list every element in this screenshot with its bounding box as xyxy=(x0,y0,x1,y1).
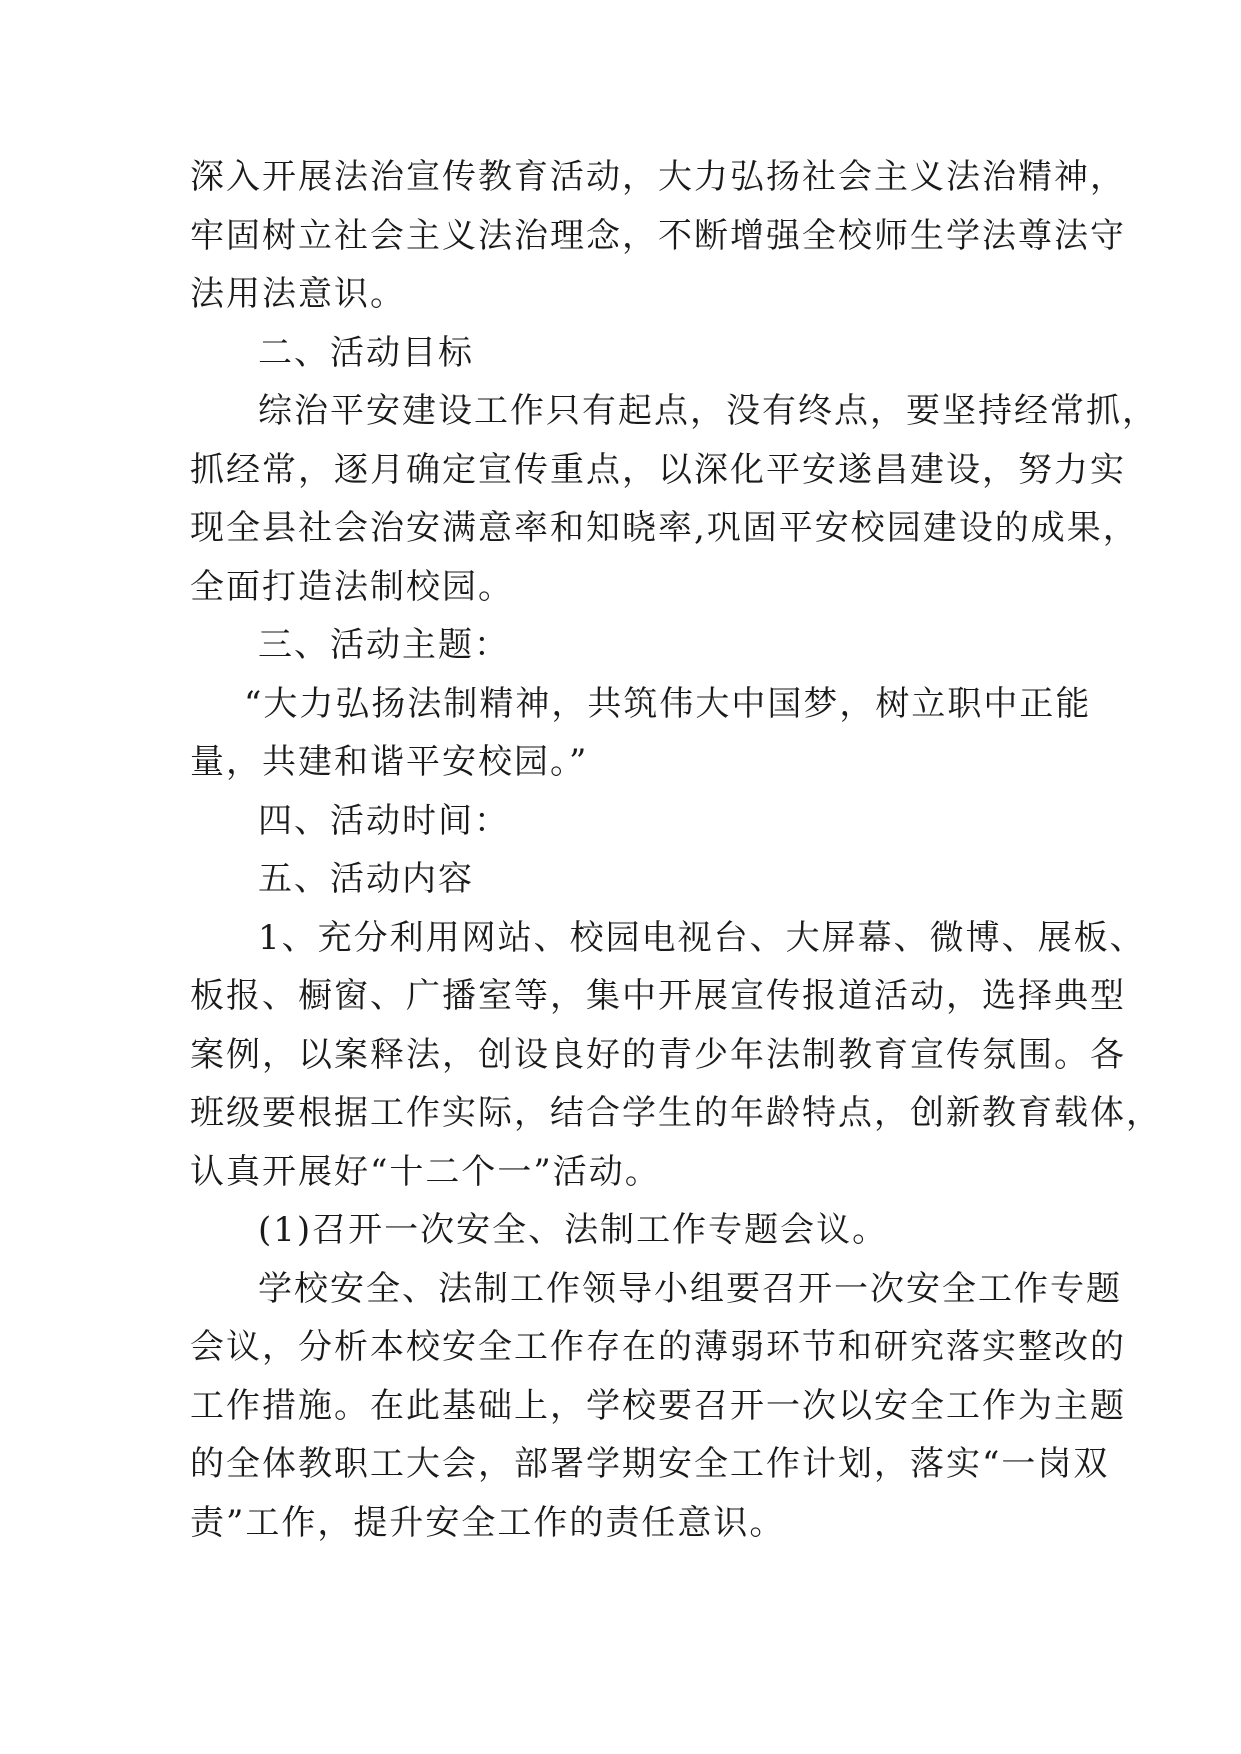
document-page xyxy=(190,148,1162,1552)
paragraph-line: 法用法意识。 xyxy=(190,274,406,314)
paragraph-line: 责”工作，提升安全工作的责任意识。 xyxy=(190,1502,786,1543)
paragraph-line: 认真开展好“十二个一”活动。 xyxy=(190,1151,661,1192)
paragraph-line: 现全县社会治安满意率和知晓率,巩固平安校园建设的成果， xyxy=(190,508,1139,548)
theme-quote-line: “大力弘扬法制精神，共筑伟大中国梦，树立职中正能 xyxy=(244,683,1092,724)
paragraph-line: 板报、橱窗、广播室等，集中开展宣传报道活动，选择典型 xyxy=(190,976,1126,1016)
paragraph-line: 的全体教职工大会，部署学期安全工作计划，落实“一岗双 xyxy=(190,1444,1110,1484)
section-heading-theme: 三、活动主题： xyxy=(258,625,510,665)
paragraph-line: 全面打造法制校园。 xyxy=(190,566,514,607)
paragraph-line: 深入开展法治宣传教育活动，大力弘扬社会主义法治精神， xyxy=(190,157,1126,197)
paragraph-line: 综治平安建设工作只有起点，没有终点，要坚持经常抓， xyxy=(258,391,1158,431)
section-heading-time: 四、活动时间： xyxy=(258,800,510,841)
paragraph-line: 会议，分析本校安全工作存在的薄弱环节和研究落实整改的 xyxy=(190,1327,1126,1367)
subsection-heading-meeting: (1)召开一次安全、法制工作专题会议。 xyxy=(258,1210,889,1250)
section-heading-goals: 二、活动目标 xyxy=(258,332,474,373)
paragraph-line: 工作措施。在此基础上，学校要召开一次以安全工作为主题 xyxy=(190,1385,1126,1426)
paragraph-line: 1、充分利用网站、校园电视台、大屏幕、微博、展板、 xyxy=(258,917,1146,958)
section-heading-content: 五、活动内容 xyxy=(258,859,474,899)
theme-quote-line: 量，共建和谐平安校园。” xyxy=(190,742,589,782)
paragraph-line: 学校安全、法制工作领导小组要召开一次安全工作专题 xyxy=(258,1268,1122,1309)
paragraph-line: 班级要根据工作实际，结合学生的年龄特点，创新教育载体， xyxy=(190,1093,1162,1133)
paragraph-line: 抓经常，逐月确定宣传重点，以深化平安遂昌建设，努力实 xyxy=(190,449,1126,490)
paragraph-line: 牢固树立社会主义法治理念，不断增强全校师生学法尊法守 xyxy=(190,215,1126,256)
paragraph-line: 案例，以案释法，创设良好的青少年法制教育宣传氛围。各 xyxy=(190,1034,1126,1075)
